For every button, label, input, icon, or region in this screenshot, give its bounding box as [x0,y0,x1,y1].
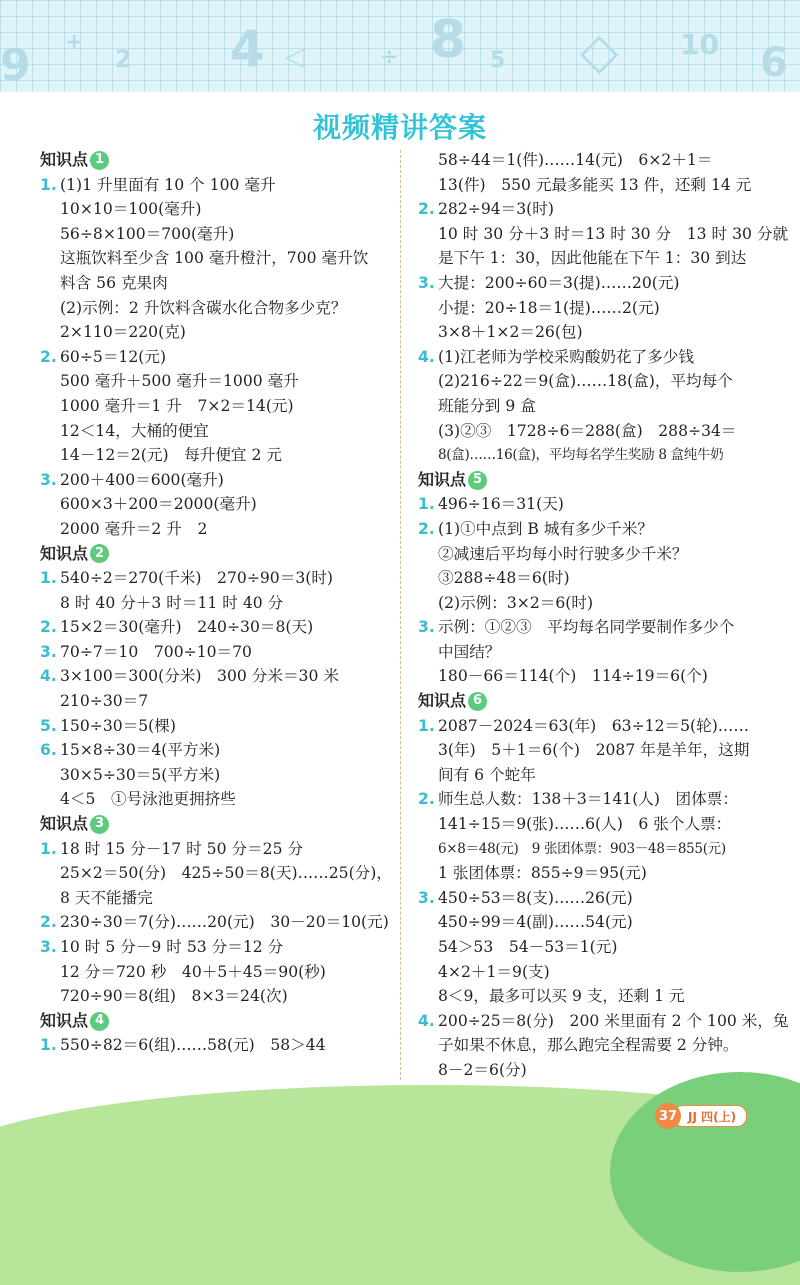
answer-text: 720÷90＝8(组) 8×3＝24(次) [60,987,288,1006]
question-number: 2. [418,790,435,809]
answer-text: 8 时 40 分＋3 时＝11 时 40 分 [60,593,284,612]
section-heading [418,689,768,714]
question-number: 2. [40,913,57,932]
answer-text: 70÷7＝10 700÷10＝70 [60,642,252,661]
answer-text: 间有 6 个蛇年 [438,765,536,784]
answer-line [418,787,768,812]
answer-line [418,517,768,542]
answer-line [40,419,390,444]
answer-line [418,443,768,468]
answer-line [418,935,768,960]
answer-line [40,591,390,616]
answer-line [40,271,390,296]
page-title: 视频精讲答案 [312,111,487,144]
answer-text: 10×10＝100(毫升) [60,200,202,219]
answer-line [40,517,390,542]
answer-line [418,960,768,985]
answer-text: (1)江老师为学校采购酸奶花了多少钱 [438,347,694,366]
question-number: 3. [418,273,435,292]
answer-line [418,886,768,911]
answer-text: 4×2＋1＝9(支) [438,962,550,981]
deco-digit: 5 [490,48,506,73]
answer-line [418,1009,789,1034]
deco-digit: 10 [680,28,719,61]
answer-line [40,640,390,665]
answer-line [40,935,390,960]
question-number: 2. [418,200,435,219]
answer-line [40,492,390,517]
answer-text: 180－66＝114(个) 114÷19＝6(个) [438,667,708,686]
answer-line [418,296,768,321]
answer-line [418,984,768,1009]
answer-text: 200＋400＝600(毫升) [60,470,224,489]
answer-text: (1)①中点到 B 城有多少千米？ [438,519,653,538]
section-heading [418,468,768,493]
answer-line [40,763,390,788]
header-decoration [0,0,800,92]
answer-text: 中国结？ [438,642,501,661]
answer-text: 450÷99＝4(副)……54(元) [438,913,633,932]
answer-line [40,689,390,714]
answer-text: 550÷82＝6(组)……58(元) 58＞44 [60,1036,326,1055]
answer-text: 料含 56 克果肉 [60,273,168,292]
answer-text: 8(盒)……16(盒)，平均每名学生奖励 8 盒纯牛奶 [438,447,724,464]
answer-line [40,197,390,222]
answer-text: (2)示例：3×2＝6(时) [438,593,594,612]
section-number-badge: 6 [468,692,487,711]
answer-text: 54＞53 54－53＝1(元) [438,938,618,956]
section-label: 知识点 [418,691,467,711]
answer-line [418,812,768,837]
answer-text: 15×8÷30＝4(平方米) [60,741,221,760]
question-number: 4. [418,1011,435,1030]
answer-text: 14－12＝2(元) 每升便宜 2 元 [60,446,282,465]
answer-text: 10 时 5 分－9 时 53 分＝12 分 [60,938,284,956]
section-number-badge: 5 [468,471,487,490]
answer-line [40,837,390,862]
section-label: 知识点 [40,1010,89,1030]
answer-line [40,173,390,198]
section-heading [40,812,390,837]
answer-text: 大提：200÷60＝3(提)……20(元) [438,273,680,292]
answer-line [40,714,390,739]
answer-text: 8＜9，最多可以买 9 支，还剩 1 元 [438,987,685,1006]
question-number: 1. [40,175,57,194]
answer-line [40,468,390,493]
answer-line [418,246,768,271]
question-number: 1. [418,716,435,735]
answer-text: 8－2＝6(分) [438,1060,527,1079]
answer-text: 13(件) 550 元最多能买 13 件，还剩 14 元 [438,175,752,194]
answer-line [418,714,768,739]
answer-text: 2087－2024＝63(年) 63÷12＝5(轮)…… [438,716,749,735]
answer-line [40,615,390,640]
question-number: 3. [418,888,435,907]
answer-line [418,320,768,345]
question-number: 3. [40,938,57,956]
answer-text: 这瓶饮料至少含 100 毫升橙汁，700 毫升饮 [60,249,369,268]
question-number: 3. [40,470,57,489]
answer-line [40,1033,390,1058]
deco-triangle: ◁ [285,42,305,72]
answer-line [40,296,390,321]
answer-text: (2)216÷22＝9(盒)……18(盒)，平均每个 [438,372,733,391]
answer-line [40,320,390,345]
section-label: 知识点 [418,469,467,489]
answer-text: 班能分到 9 盒 [438,396,536,415]
section-number-badge: 3 [90,815,109,834]
answer-line [418,148,768,173]
answer-text: 15×2＝30(毫升) 240÷30＝8(天) [60,618,314,637]
answer-text: 小提：20÷18＝1(提)……2(元) [438,298,660,317]
answer-text: 150÷30＝5(棵) [60,716,176,735]
answer-text: 8 天不能播完 [60,888,153,907]
answer-text: (1)1 升里面有 10 个 100 毫升 [60,175,276,194]
answer-text: ③288÷48＝6(时) [438,569,570,588]
answer-text: 6×8＝48(元) 9 张团体票：903－48＝855(元) [438,840,726,857]
answer-text: 18 时 15 分－17 时 50 分＝25 分 [60,839,304,858]
answer-line [418,369,768,394]
section-label: 知识点 [40,814,89,834]
answer-line [40,222,390,247]
deco-digit: 6 [760,40,788,86]
answer-line [418,542,768,567]
question-number: 2. [40,347,57,366]
answer-text: 210÷30＝7 [60,692,149,711]
answer-line [418,419,768,444]
answer-text: 25×2＝50(分) 425÷50＝8(天)……25(分)， [60,864,392,883]
question-number: 1. [418,495,435,514]
answer-line [40,960,390,985]
answer-line [40,394,390,419]
page-tag [655,1104,747,1128]
answer-text: 60÷5＝12(元) [60,347,167,366]
answer-text: 师生总人数：138＋3＝141(人) 团体票： [438,790,738,809]
question-number: 2. [418,519,435,538]
answer-text: 200÷25＝8(分) 200 米里面有 2 个 100 米，兔 [438,1011,789,1030]
answer-text: (2)示例：2 升饮料含碳水化合物多少克？ [60,298,347,317]
question-number: 4. [40,667,57,686]
answer-line [40,910,390,935]
answer-line [418,197,768,222]
answer-text: ②减速后平均每小时行驶多少千米？ [438,544,688,563]
question-number: 6. [40,741,57,760]
page-number: 37 [655,1103,681,1129]
column-divider [400,150,401,1080]
deco-plus: + [65,30,84,55]
answer-text: 4＜5 ①号泳池更拥挤些 [60,790,236,809]
left-column [40,148,390,1058]
section-number-badge: 2 [90,544,109,563]
answer-line [418,591,768,616]
answer-line [40,369,390,394]
answer-text: 30×5÷30＝5(平方米) [60,765,221,784]
answer-text: 子如果不休息，那么跑完全程需要 2 分钟。 [438,1036,739,1055]
answer-text: 230÷30＝7(分)……20(元) 30－20＝10(元) [60,913,389,932]
question-number: 1. [40,839,57,858]
answer-text: 12 分＝720 秒 40＋5＋45＝90(秒) [60,962,326,981]
deco-digit: 2 [115,45,132,73]
answer-line [418,664,768,689]
deco-digit: 4 [230,20,265,78]
answer-line [40,345,390,370]
answer-text: 3(年) 5＋1＝6(个) 2087 年是羊年，这期 [438,741,750,760]
deco-divide: ÷ [380,45,399,70]
answer-line [40,886,390,911]
answer-text: (3)②③ 1728÷6＝288(盒) 288÷34＝ [438,421,737,440]
deco-digit: 9 [0,40,31,91]
section-heading [40,1009,390,1034]
answer-line [40,787,390,812]
answer-text: 500 毫升＋500 毫升＝1000 毫升 [60,372,299,391]
answer-line [418,271,768,296]
answer-line [418,615,768,640]
answer-line [40,861,390,886]
answer-line [40,984,390,1009]
question-number: 1. [40,569,57,588]
question-number: 5. [40,716,57,735]
section-label: 知识点 [40,543,89,563]
answer-text: 56÷8×100＝700(毫升) [60,224,235,243]
answer-line [418,492,768,517]
answer-line [40,443,390,468]
answer-line [418,1033,768,1058]
answer-line [418,738,768,763]
answer-text: 12＜14，大桶的便宜 [60,421,209,440]
answer-text: 2000 毫升＝2 升 2 [60,519,208,538]
section-heading [40,148,390,173]
answer-text: 10 时 30 分＋3 时＝13 时 30 分 13 时 30 分就 [438,224,789,243]
answer-text: 496÷16＝31(天) [438,495,564,514]
answer-line [418,222,789,247]
answer-text: 282÷94＝3(时) [438,200,554,219]
question-number: 2. [40,618,57,637]
answer-text: 3×100＝300(分米) 300 分米＝30 米 [60,667,339,686]
question-number: 1. [40,1036,57,1055]
answer-text: 600×3＋200＝2000(毫升) [60,495,257,514]
answer-text: 2×110＝220(克) [60,323,186,342]
answer-line [418,394,768,419]
question-number: 3. [40,642,57,661]
section-label: 知识点 [40,150,89,169]
answer-line [418,837,768,862]
question-number: 3. [418,618,435,637]
right-column [418,148,789,1083]
section-heading [40,542,390,567]
answer-line [418,763,768,788]
answer-line [418,345,768,370]
answer-text: 141÷15＝9(张)……6(人) 6 张个人票： [438,815,732,834]
answer-line [40,664,390,689]
answer-text: 3×8＋1×2＝26(包) [438,323,583,342]
grade-label: JJ 四(上) [673,1105,747,1127]
section-number-badge: 4 [90,1012,109,1031]
answer-text: 450÷53＝8(支)……26(元) [438,888,633,907]
question-number: 4. [418,347,435,366]
answer-line [40,738,390,763]
answer-line [40,246,390,271]
answer-line [418,910,768,935]
answer-text: 示例：①②③ 平均每名同学要制作多少个 [438,618,735,637]
section-number-badge: 1 [90,151,109,170]
answer-line [40,566,390,591]
answer-line [418,640,768,665]
answer-text: 1000 毫升＝1 升 7×2＝14(元) [60,396,294,415]
answer-line [418,861,768,886]
answer-line [418,566,768,591]
answer-line [418,173,768,198]
answer-text: 58÷44＝1(件)……14(元) 6×2＋1＝ [438,151,713,169]
answer-text: 1 张团体票：855÷9＝95(元) [438,864,647,883]
deco-diamond: ◇ [580,22,619,80]
deco-digit: 8 [430,10,467,70]
answer-text: 540÷2＝270(千米) 270÷90＝3(时) [60,569,334,588]
answer-text: 是下午 1：30，因此他能在下午 1：30 到达 [438,249,747,268]
